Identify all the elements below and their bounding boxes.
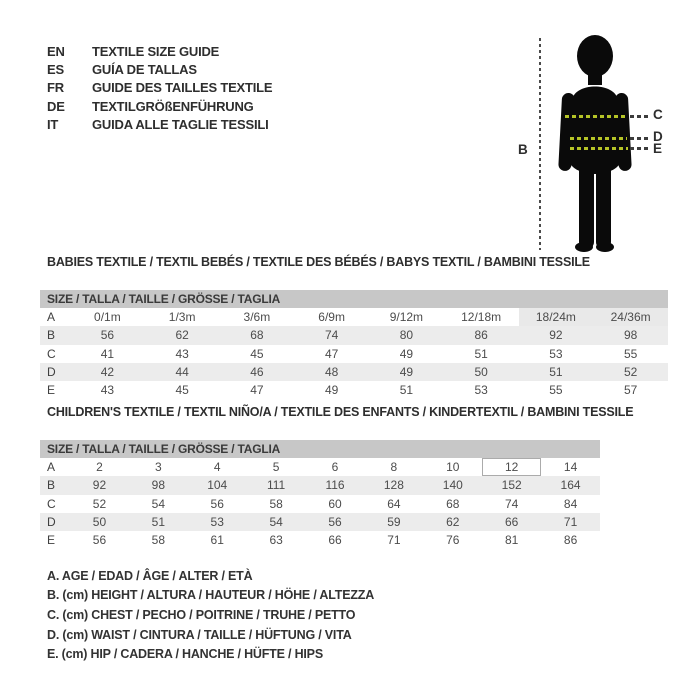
table-cell: 66 bbox=[505, 514, 519, 529]
size-column-header: 6/9m bbox=[318, 310, 345, 324]
silhouette-left-foot bbox=[575, 242, 593, 252]
silhouette-head bbox=[577, 35, 613, 77]
language-row bbox=[47, 60, 272, 78]
size-column-header: 0/1m bbox=[94, 310, 121, 324]
height-measure-line bbox=[539, 38, 541, 250]
table-cell: 45 bbox=[175, 383, 189, 398]
table-cell: 51 bbox=[474, 346, 488, 361]
silhouette-left-leg bbox=[579, 155, 594, 249]
children-size-table bbox=[40, 440, 600, 549]
language-code: FR bbox=[47, 80, 64, 96]
table-cell: 98 bbox=[623, 328, 638, 343]
language-row bbox=[47, 116, 272, 134]
table-cell: 54 bbox=[269, 514, 283, 529]
language-title: GUIDA ALLE TAGLIE TESSILI bbox=[92, 117, 269, 133]
size-column-header: 8 bbox=[390, 460, 398, 474]
table-cell: 74 bbox=[505, 496, 519, 511]
table-cell: 84 bbox=[563, 496, 578, 511]
legend-waist: D. (cm) WAIST / CINTURA / TAILLE / HÜFTUNG / VITA bbox=[47, 627, 352, 642]
table-cell: 51 bbox=[151, 514, 166, 529]
size-column-header: 12/18m bbox=[461, 310, 502, 324]
language-title: TEXTILGRÖßENFÜHRUNG bbox=[92, 98, 254, 114]
size-column-header: 10 bbox=[446, 460, 460, 474]
table-cell: 104 bbox=[207, 478, 228, 493]
row-label: E bbox=[47, 533, 56, 548]
table-cell: 86 bbox=[563, 533, 578, 548]
language-code: IT bbox=[47, 117, 59, 133]
table-cell: 63 bbox=[269, 533, 283, 548]
size-column-header: 1/3m bbox=[168, 310, 196, 324]
table-row bbox=[40, 308, 668, 326]
table-cell: 71 bbox=[387, 533, 401, 548]
table-cell: 55 bbox=[623, 346, 638, 361]
row-label: C bbox=[47, 346, 56, 361]
legend-age: A. AGE / EDAD / ÂGE / ALTER / ETÀ bbox=[47, 568, 253, 583]
table-cell: 71 bbox=[563, 514, 578, 529]
silhouette-neck bbox=[588, 73, 602, 85]
table-cell: 49 bbox=[324, 383, 339, 398]
language-code: ES bbox=[47, 62, 64, 78]
table-cell: 86 bbox=[474, 328, 488, 343]
table-cell: 56 bbox=[328, 514, 342, 529]
table-cell: 55 bbox=[549, 383, 563, 398]
table-cell: 46 bbox=[250, 364, 264, 379]
table-cell: 62 bbox=[446, 514, 460, 529]
waist-measure-label: D bbox=[653, 129, 663, 144]
language-title: GUÍA DE TALLAS bbox=[92, 62, 197, 78]
language-row bbox=[47, 42, 272, 60]
row-label: D bbox=[47, 364, 56, 379]
table-row bbox=[40, 458, 600, 476]
size-header-row: SIZE / TALLA / TAILLE / GRÖSSE / TAGLIA bbox=[40, 440, 600, 458]
table-cell: 128 bbox=[383, 478, 404, 493]
table-cell: 43 bbox=[175, 346, 189, 361]
table-cell: 140 bbox=[442, 478, 463, 493]
child-silhouette bbox=[553, 33, 639, 255]
table-cell: 50 bbox=[474, 364, 488, 379]
table-row bbox=[40, 345, 668, 363]
row-label: E bbox=[47, 383, 56, 398]
table-cell: 49 bbox=[399, 364, 414, 379]
table-cell: 53 bbox=[474, 383, 488, 398]
size-column-header: 3 bbox=[154, 460, 162, 474]
table-cell: 58 bbox=[269, 496, 283, 511]
size-column-header: 18/24m bbox=[519, 308, 594, 326]
table-row bbox=[40, 495, 600, 513]
waist-measure-line bbox=[570, 137, 627, 140]
table-cell: 52 bbox=[92, 496, 107, 511]
table-cell: 111 bbox=[266, 478, 286, 493]
table-cell: 59 bbox=[387, 514, 401, 529]
silhouette-right-foot bbox=[596, 242, 614, 252]
babies-size-table bbox=[40, 290, 668, 399]
table-cell: 116 bbox=[325, 478, 345, 493]
table-cell: 52 bbox=[623, 364, 638, 379]
size-column-header: 2 bbox=[96, 460, 103, 474]
hip-leader-line bbox=[630, 147, 650, 150]
table-cell: 62 bbox=[175, 328, 189, 343]
table-row bbox=[40, 531, 600, 549]
table-cell: 98 bbox=[151, 478, 166, 493]
size-column-header: 5 bbox=[272, 460, 280, 474]
language-header bbox=[47, 42, 272, 134]
table-cell: 44 bbox=[175, 364, 189, 379]
row-label: A bbox=[47, 310, 56, 324]
table-cell: 56 bbox=[210, 496, 224, 511]
size-header-row: SIZE / TALLA / TAILLE / GRÖSSE / TAGLIA bbox=[40, 290, 668, 308]
table-cell: 42 bbox=[100, 364, 115, 379]
table-cell: 64 bbox=[387, 496, 401, 511]
language-title: TEXTILE SIZE GUIDE bbox=[92, 43, 220, 59]
table-cell: 56 bbox=[100, 328, 115, 343]
table-row bbox=[40, 476, 600, 494]
row-label: A bbox=[47, 460, 56, 474]
silhouette-right-leg bbox=[596, 155, 611, 249]
language-row bbox=[47, 97, 272, 115]
hip-measure-label: E bbox=[653, 141, 663, 156]
size-column-header: 6 bbox=[331, 460, 339, 474]
chest-measure-label: C bbox=[653, 107, 663, 122]
measurement-legend bbox=[47, 566, 374, 664]
table-cell: 68 bbox=[250, 328, 264, 343]
table-cell: 74 bbox=[324, 328, 339, 343]
table-cell: 152 bbox=[501, 478, 522, 493]
table-cell: 45 bbox=[250, 346, 264, 361]
babies-section-title: BABIES TEXTILE / TEXTIL BEBÉS / TEXTILE DES BÉBÉS / BABYS TEXTIL / BAMBINI TESSILE bbox=[47, 255, 590, 269]
table-cell: 61 bbox=[210, 533, 224, 548]
table-cell: 47 bbox=[250, 383, 264, 398]
table-cell: 60 bbox=[328, 496, 342, 511]
table-cell: 80 bbox=[399, 328, 414, 343]
table-cell: 53 bbox=[210, 514, 224, 529]
table-cell: 66 bbox=[328, 533, 342, 548]
size-column-header: 9/12m bbox=[389, 310, 424, 324]
table-cell: 41 bbox=[100, 346, 115, 361]
size-column-header: 14 bbox=[563, 460, 578, 474]
row-label: C bbox=[47, 496, 56, 511]
table-row bbox=[40, 326, 668, 344]
height-measure-label: B bbox=[518, 142, 528, 157]
row-label: D bbox=[47, 514, 56, 529]
table-cell: 68 bbox=[446, 496, 460, 511]
row-label: B bbox=[47, 478, 56, 493]
table-cell: 58 bbox=[151, 533, 166, 548]
table-row bbox=[40, 513, 600, 531]
hip-measure-line bbox=[570, 147, 628, 150]
table-cell: 76 bbox=[446, 533, 460, 548]
table-cell: 51 bbox=[549, 364, 563, 379]
language-title: GUIDE DES TAILLES TEXTILE bbox=[92, 80, 273, 96]
size-column-header: 3/6m bbox=[243, 310, 271, 324]
table-cell: 92 bbox=[92, 478, 107, 493]
size-column-header: 12 bbox=[482, 458, 541, 476]
table-cell: 49 bbox=[399, 346, 414, 361]
language-row bbox=[47, 79, 272, 97]
legend-chest: C. (cm) CHEST / PECHO / POITRINE / TRUHE / PETTO bbox=[47, 607, 356, 622]
table-cell: 47 bbox=[324, 346, 339, 361]
legend-height: B. (cm) HEIGHT / ALTURA / HAUTEUR / HÖHE / ALTEZZA bbox=[47, 588, 375, 603]
size-column-header: 4 bbox=[213, 460, 221, 474]
legend-hip: E. (cm) HIP / CADERA / HANCHE / HÜFTE / HIPS bbox=[47, 647, 323, 662]
table-cell: 81 bbox=[505, 533, 519, 548]
table-row bbox=[40, 381, 668, 399]
table-cell: 43 bbox=[100, 383, 115, 398]
chest-leader-line bbox=[630, 115, 650, 118]
chest-measure-line bbox=[565, 115, 627, 118]
table-cell: 56 bbox=[92, 533, 107, 548]
table-cell: 50 bbox=[92, 514, 107, 529]
table-row bbox=[40, 363, 668, 381]
language-code: EN bbox=[47, 43, 65, 59]
table-cell: 53 bbox=[549, 346, 563, 361]
size-column-header: 24/36m bbox=[593, 308, 668, 326]
table-cell: 51 bbox=[399, 383, 414, 398]
language-code: DE bbox=[47, 98, 65, 114]
table-cell: 57 bbox=[623, 383, 638, 398]
table-cell: 164 bbox=[560, 478, 581, 493]
table-cell: 48 bbox=[324, 364, 339, 379]
table-cell: 92 bbox=[549, 328, 563, 343]
row-label: B bbox=[47, 328, 56, 343]
children-section-title: CHILDREN'S TEXTILE / TEXTIL NIÑO/A / TEXTILE DES ENFANTS / KINDERTEXTIL / BAMBINI TESSILE bbox=[47, 405, 634, 419]
waist-leader-line bbox=[630, 137, 650, 140]
table-cell: 54 bbox=[151, 496, 166, 511]
